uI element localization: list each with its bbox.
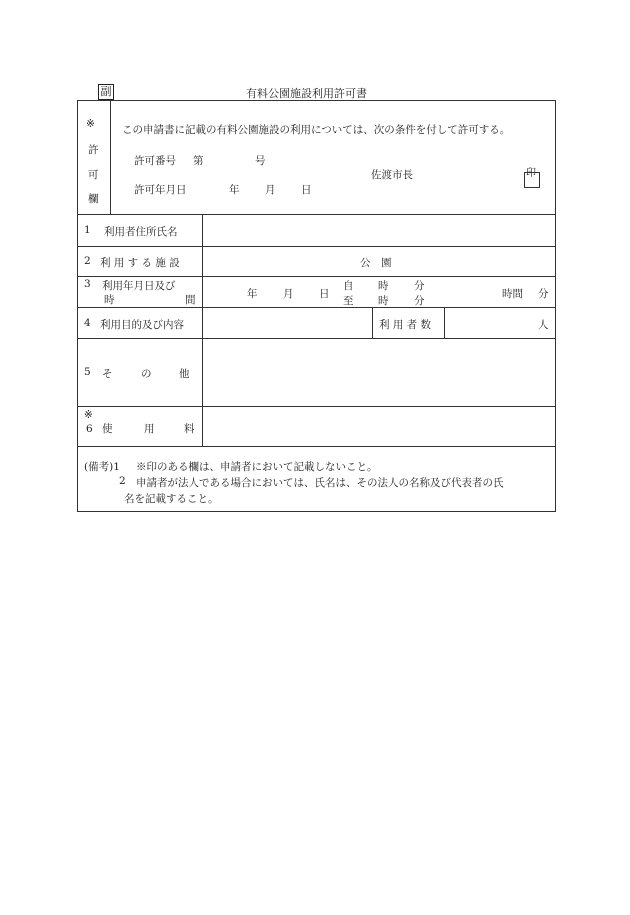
row3-label-line1: 利用年月日及び: [102, 280, 176, 292]
remark-2-continued: 名を記載すること。: [124, 493, 219, 505]
row3-label-line2-a: 時: [104, 294, 115, 306]
issuer-name: 佐渡市長: [371, 169, 413, 181]
row3-to-minute: 分: [414, 295, 425, 307]
row3-duration-hours: 時間: [502, 288, 523, 300]
rule-permit-bottom: [77, 214, 556, 215]
row3-from-hour: 時: [378, 280, 389, 292]
row6-label-c: 料: [184, 423, 195, 435]
rule-label-column: [202, 214, 203, 446]
row3-from: 自: [343, 280, 354, 292]
copy-mark: 副: [98, 84, 114, 100]
permit-mark: ※: [86, 118, 95, 130]
row2-label: 利 用 す る 施 設: [100, 257, 180, 269]
permit-label-char-1: 許: [88, 144, 99, 156]
permit-date-label: 許可年月日: [134, 184, 187, 196]
seal-box: [524, 172, 540, 188]
rule-row1-bottom: [77, 246, 556, 247]
row3-from-minute: 分: [414, 280, 425, 292]
row1-label: 利用者住所氏名: [104, 226, 178, 238]
row6-mark: ※: [84, 409, 93, 421]
permit-date-year: 年: [229, 184, 240, 196]
row6-label-b: 用: [144, 423, 155, 435]
row3-year: 年: [247, 288, 258, 300]
row3-month: 月: [283, 288, 294, 300]
remark-2-number: 2: [119, 475, 126, 487]
remarks-prefix: (備考)1: [84, 461, 120, 473]
row5-number: 5: [84, 366, 91, 378]
row4-number: 4: [84, 317, 91, 329]
seal-label: 印: [526, 168, 536, 179]
row6-label-a: 使: [102, 423, 113, 435]
remark-1: ※印のある欄は、申請者において記載しないこと。: [136, 461, 378, 473]
permit-date-month: 月: [265, 184, 276, 196]
row1-number: 1: [84, 224, 91, 236]
row2-number: 2: [84, 255, 91, 267]
rule-row6-bottom: [77, 446, 556, 447]
row5-label-a: そ: [102, 368, 113, 380]
row3-label-line2-b: 間: [185, 294, 196, 306]
row3-number: 3: [84, 278, 91, 290]
row5-label-c: 他: [179, 368, 190, 380]
row3-to-hour: 時: [378, 295, 389, 307]
row6-number: 6: [86, 423, 93, 435]
permit-date-day: 日: [301, 184, 312, 196]
rule-row3-bottom: [77, 307, 556, 308]
permit-number-label: 許可番号: [134, 155, 176, 167]
permit-number-suffix: 号: [255, 155, 266, 167]
rule-purpose-divider: [372, 307, 373, 338]
row3-to: 至: [343, 295, 354, 307]
user-count-unit: 人: [538, 319, 549, 331]
user-count-label: 利 用 者 数: [379, 319, 432, 331]
row3-duration-minutes: 分: [538, 288, 549, 300]
permit-label-char-3: 欄: [88, 193, 99, 205]
row4-label: 利用目的及び内容: [100, 319, 184, 331]
rule-row4-bottom: [77, 338, 556, 339]
rule-row5-bottom: [77, 406, 556, 407]
permit-statement: この申請書に記載の有料公園施設の利用については、次の条件を付して許可する。: [122, 124, 511, 136]
row3-day: 日: [319, 288, 330, 300]
row5-label-b: の: [141, 368, 152, 380]
row2-value: 公 園: [360, 257, 392, 269]
permit-label-char-2: 可: [88, 169, 99, 181]
permit-number-prefix: 第: [193, 155, 204, 167]
rule-permit-label-divider: [110, 100, 111, 214]
rule-row2-bottom: [77, 276, 556, 277]
document-title: 有料公園施設利用許可書: [246, 87, 367, 100]
remark-2: 申請者が法人である場合においては、氏名は、その法人の名称及び代表者の氏: [136, 477, 504, 489]
rule-count-divider: [444, 307, 445, 338]
